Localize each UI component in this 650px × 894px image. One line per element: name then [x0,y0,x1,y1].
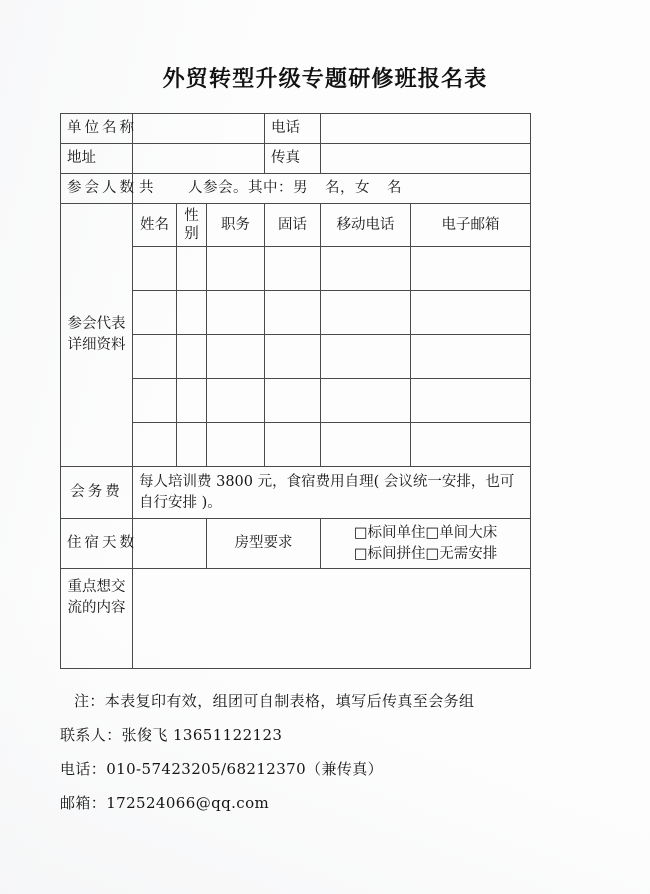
label-phone: 电话 [265,114,321,144]
registration-form-table [60,113,531,669]
cell-landline[interactable] [265,335,321,379]
cell-email[interactable] [411,335,531,379]
cell-email[interactable] [411,291,531,335]
attendee-count-mid: 人参会。其中：男 [188,179,308,196]
table-row-delegate-headers [61,204,531,247]
fee-description: 每人培训费 3800 元，食宿费用自理( 会议统一安排，也可自行安排 )。 [133,467,531,519]
cell-landline[interactable] [265,247,321,291]
table-row-address [61,144,531,174]
attendee-count-male-unit: 名，女 [325,179,370,196]
cell-mobile[interactable] [321,335,411,379]
table-row-fee [61,467,531,519]
note-contact-person: 联系人：张俊飞 13651122123 [60,726,283,744]
cell-name[interactable] [133,335,177,379]
note-copy-valid: 注：本表复印有效，组团可自制表格，填写后传真至会务组 [74,692,475,710]
column-header-email: 电子邮箱 [411,204,531,247]
field-address[interactable] [133,144,265,174]
label-address: 地址 [61,144,133,174]
cell-landline[interactable] [265,423,321,467]
cell-name[interactable] [133,247,177,291]
cell-position[interactable] [207,291,265,335]
field-discussion-topics[interactable] [133,569,531,669]
topic-label-line2: 流的内容 [67,600,126,617]
label-discussion-topics [61,569,133,669]
cell-mobile[interactable] [321,291,411,335]
cell-position[interactable] [207,335,265,379]
room-options-line2[interactable]: □标间拼住□无需安排 [353,545,498,562]
cell-mobile[interactable] [321,247,411,291]
column-header-landline: 固话 [265,204,321,247]
page-title: 外贸转型升级专题研修班报名表 [162,66,488,92]
note-telephone: 电话：010-57423205/68212370（兼传真） [60,760,384,778]
cell-gender[interactable] [177,423,207,467]
cell-gender[interactable] [177,291,207,335]
table-row-topics [61,569,531,669]
field-attendee-count[interactable] [133,174,531,204]
topic-label-line1: 重点想交 [67,579,126,596]
field-phone[interactable] [321,114,531,144]
cell-mobile[interactable] [321,379,411,423]
cell-landline[interactable] [265,291,321,335]
cell-name[interactable] [133,291,177,335]
cell-position[interactable] [207,247,265,291]
cell-mobile[interactable] [321,423,411,467]
label-fee: 会务费 [61,467,133,519]
label-delegate-details [61,204,133,467]
column-header-name: 姓名 [133,204,177,247]
cell-gender[interactable] [177,247,207,291]
attendee-count-prefix: 共 [139,179,154,196]
delegate-label-line2: 详细资料 [67,337,126,354]
delegate-label-line1: 参会代表 [67,316,126,333]
table-row-accommodation [61,519,531,569]
cell-name[interactable] [133,423,177,467]
label-org-name: 单位名称 [61,114,133,144]
table-row-attendee-count [61,174,531,204]
cell-gender[interactable] [177,379,207,423]
cell-gender[interactable] [177,335,207,379]
column-header-position: 职务 [207,204,265,247]
label-room-type: 房型要求 [207,519,321,569]
table-row-org-name [61,114,531,144]
cell-email[interactable] [411,379,531,423]
room-options-line1[interactable]: □标间单住□单间大床 [353,524,498,541]
cell-name[interactable] [133,379,177,423]
field-stay-days[interactable] [133,519,207,569]
column-header-mobile: 移动电话 [321,204,411,247]
footer-notes [60,690,620,826]
note-email: 邮箱：172524066@qq.com [60,794,270,812]
cell-landline[interactable] [265,379,321,423]
label-attendee-count: 参会人数 [61,174,133,204]
cell-position[interactable] [207,423,265,467]
field-fax[interactable] [321,144,531,174]
room-type-options[interactable] [321,519,531,569]
attendee-count-female-unit: 名 [387,179,402,196]
label-fax: 传真 [265,144,321,174]
cell-email[interactable] [411,423,531,467]
column-header-gender: 性别 [177,204,207,247]
field-org-name[interactable] [133,114,265,144]
cell-position[interactable] [207,379,265,423]
cell-email[interactable] [411,247,531,291]
label-stay-days: 住宿天数 [61,519,133,569]
